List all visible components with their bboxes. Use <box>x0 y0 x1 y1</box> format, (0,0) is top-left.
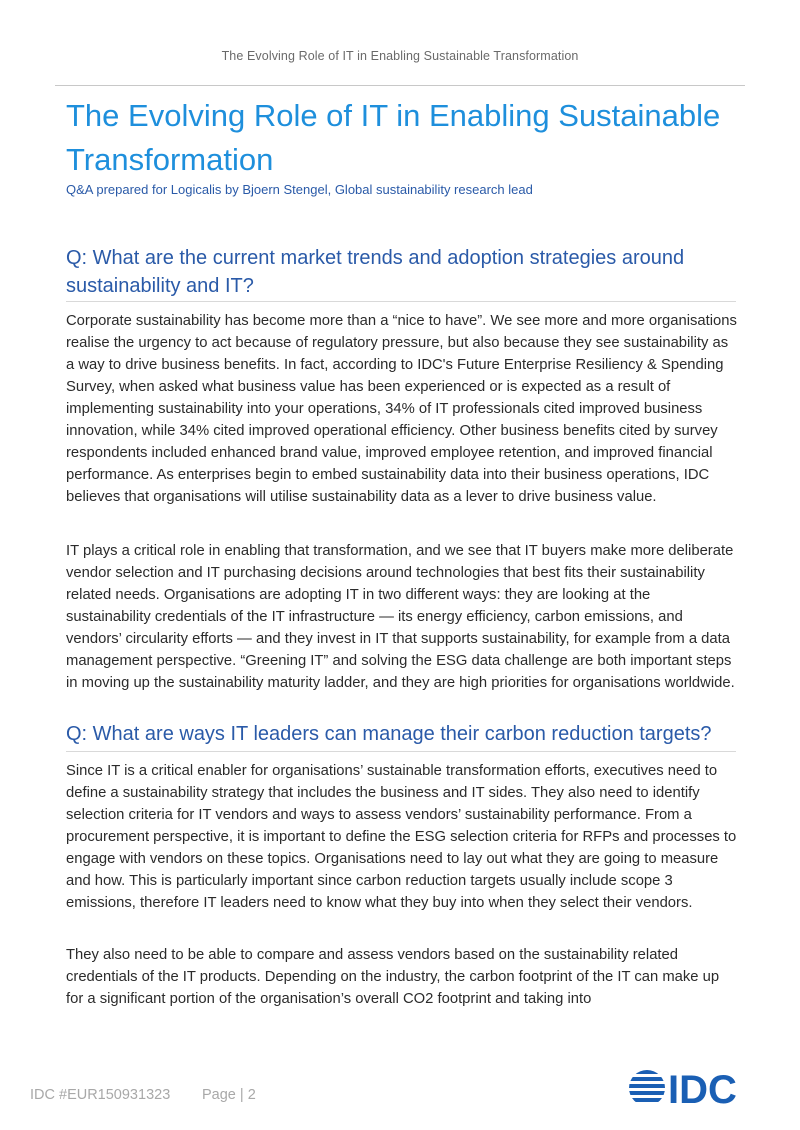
page-title: The Evolving Role of IT in Enabling Sustainable Transformation <box>66 98 721 177</box>
paragraph: Corporate sustainability has become more than a “nice to have”. We see more and more organisations realise the urgency to act because of regulatory pressure, but also because they see sustainability as a way to drive business benefits. In fact, according to IDC's Future Enterprise Resiliency & Spending Survey, when asked what business value has been experienced or is expected as a result of implementing sustainability into your operations, 34% of IT professionals cited improved business innovation, while 34% cited improved operational efficiency. Other business benefits cited by survey respondents included enhanced brand value, improved employee retention, and improved financial performance. As enterprises begin to embed sustainability data into their business operations, IDC believes that organisations will utilise sustainability data as a lever to drive business value. <box>66 313 737 505</box>
question-heading-1: Q: What are the current market trends and adoption strategies around sustainability and IT? <box>66 247 685 297</box>
page-number: Page | 2 <box>202 1087 256 1103</box>
header-divider <box>55 85 745 86</box>
logo-wordmark: IDC <box>668 1068 737 1108</box>
document-id: IDC #EUR150931323 <box>30 1087 171 1103</box>
running-header: The Evolving Role of IT in Enabling Sustainable Transformation <box>221 49 579 63</box>
globe-icon <box>628 1070 666 1102</box>
question-heading-2: Q: What are ways IT leaders can manage their carbon reduction targets? <box>66 723 712 745</box>
page-subtitle: Q&A prepared for Logicalis by Bjoern Stengel, Global sustainability research lead <box>66 182 533 197</box>
paragraph: IT plays a critical role in enabling that transformation, and we see that IT buyers make more deliberate vendor selection and IT purchasing decisions around technologies that best fits their sustainability related needs. Organisations are adopting IT in two different ways: they are looking at the sustainability credentials of the IT infrastructure — its energy efficiency, carbon emissions, and vendors’ circularity efforts — and they invest in IT that supports sustainability, for example from a data management perspective. “Greening IT” and solving the ESG data challenge are both important steps in moving up the sustainability maturity ladder, and they are high priorities for organisations worldwide. <box>66 543 735 691</box>
question-divider-2 <box>66 751 736 752</box>
question-divider-1 <box>66 301 736 302</box>
paragraph: They also need to be able to compare and assess vendors based on the sustainability related credentials of the IT products. Depending on the industry, the carbon footprint of the IT can make up for a significant portion of the organisation’s overall CO2 footprint and taking into <box>66 947 720 1007</box>
idc-logo <box>628 1068 746 1108</box>
paragraph: Since IT is a critical enabler for organisations’ sustainable transformation efforts, executives need to define a sustainability strategy that includes the business and IT sides. They also need to identify selection criteria for IT vendors and ways to assess vendors’ sustainability performance. From a procurement perspective, it is important to define the ESG selection criteria for RFPs and processes to engage with vendors on these topics. Organisations need to lay out what they are going to measure and how. This is particularly important since carbon reduction targets usually include scope 3 emissions, therefore IT leaders need to know what they buy into when they select their vendors. <box>66 763 737 911</box>
